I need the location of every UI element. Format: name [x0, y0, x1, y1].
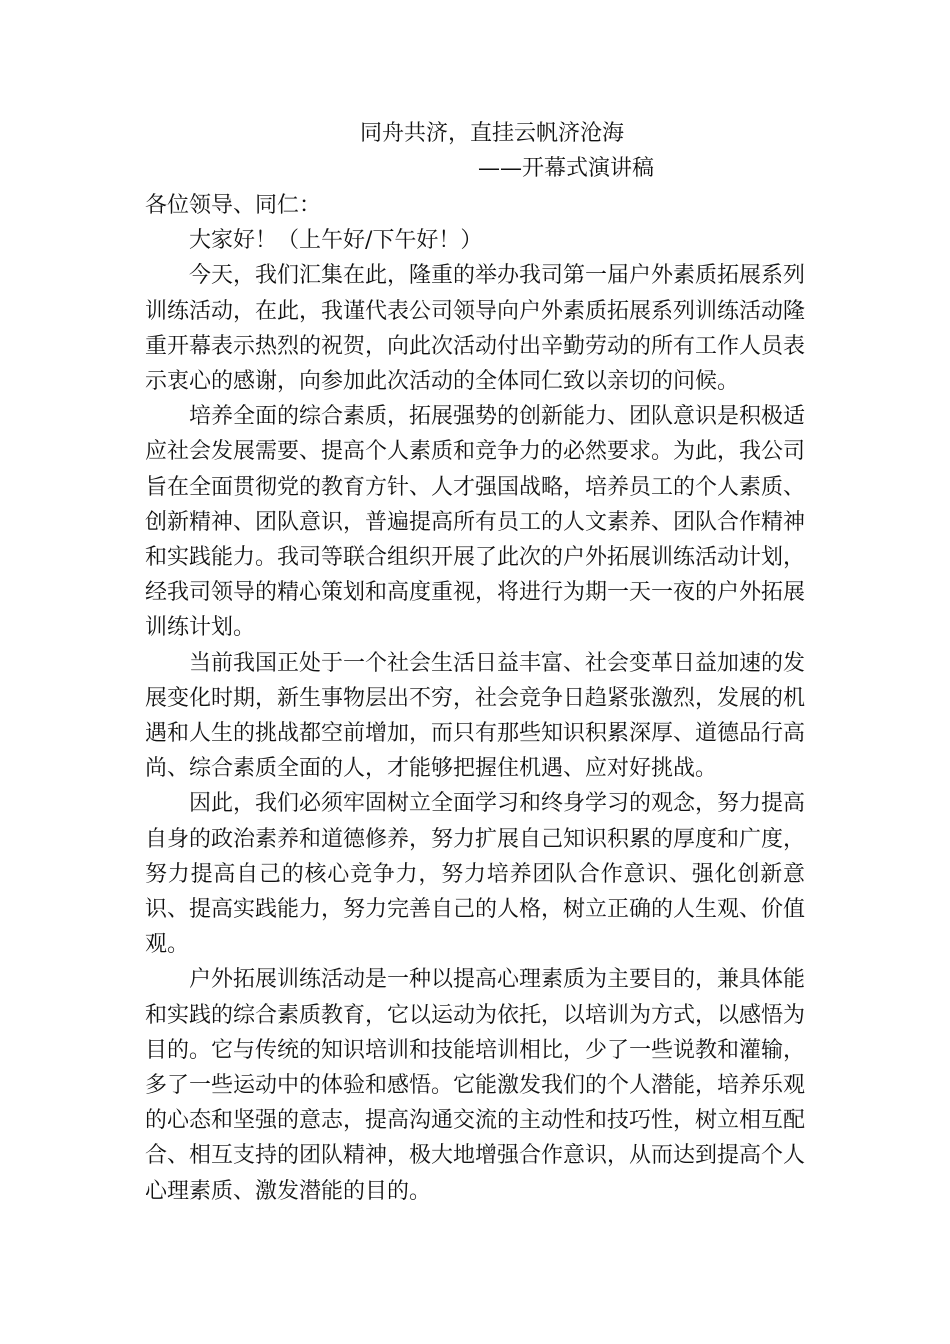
page-subtitle: ——开幕式演讲稿 [478, 156, 655, 181]
paragraph-purpose: 培养全面的综合素质，拓展强势的创新能力、团队意识是积极适应社会发展需要、提高个人素质和竞争力的必然要求。为此，我公司旨在全面贯彻党的教育方针、人才强国战略，培养员工的个人素质、创新精神、团队意识，普遍提高所有员工的人文素养、团队合作精神和实践能力。我司等联合组织开展了此次的户外拓展训练活动计划，经我司领导的精心策划和高度重视，将进行为期一天一夜的户外拓展训练计划。 [145, 404, 806, 641]
document-body [145, 188, 805, 1209]
page-title: 同舟共济，直挂云帆济沧海 [360, 121, 625, 146]
paragraph-activity-description: 户外拓展训练活动是一种以提高心理素质为主要目的，兼具体能和实践的综合素质教育，它以运动为依托，以培训为方式，以感悟为目的。它与传统的知识培训和技能培训相比，少了一些说教和灌输，多了一些运动中的体验和感悟。它能激发我们的个人潜能，培养乐观的心态和坚强的意志，提高沟通交流的主动性和技巧性，树立相互配合、相互支持的团队精神，极大地增强合作意识，从而达到提高个人心理素质、激发潜能的目的。 [145, 967, 806, 1204]
paragraph-call-to-action: 因此，我们必须牢固树立全面学习和终身学习的观念，努力提高自身的政治素养和道德修养，努力扩展自己知识积累的厚度和广度，努力提高自己的核心竞争力，努力培养团队合作意识、强化创新意识、提高实践能力，努力完善自己的人格，树立正确的人生观、价值观。 [145, 791, 806, 958]
salutation: 各位领导、同仁： [145, 193, 322, 218]
paragraph-opening: 今天，我们汇集在此，隆重的举办我司第一届户外素质拓展系列训练活动，在此，我谨代表公司领导向户外素质拓展系列训练活动隆重开幕表示热烈的祝贺，向此次活动付出辛勤劳动的所有工作人员表示衷心的感谢，向参加此次活动的全体同仁致以亲切的问候。 [145, 263, 806, 395]
paragraph-context: 当前我国正处于一个社会生活日益丰富、社会变革日益加速的发展变化时期，新生事物层出不穷，社会竞争日趋紧张激烈，发展的机遇和人生的挑战都空前增加，而只有那些知识积累深厚、道德品行高尚、综合素质全面的人，才能够把握住机遇、应对好挑战。 [145, 650, 806, 782]
paragraph-greeting: 大家好！（上午好/下午好！） [189, 228, 483, 254]
